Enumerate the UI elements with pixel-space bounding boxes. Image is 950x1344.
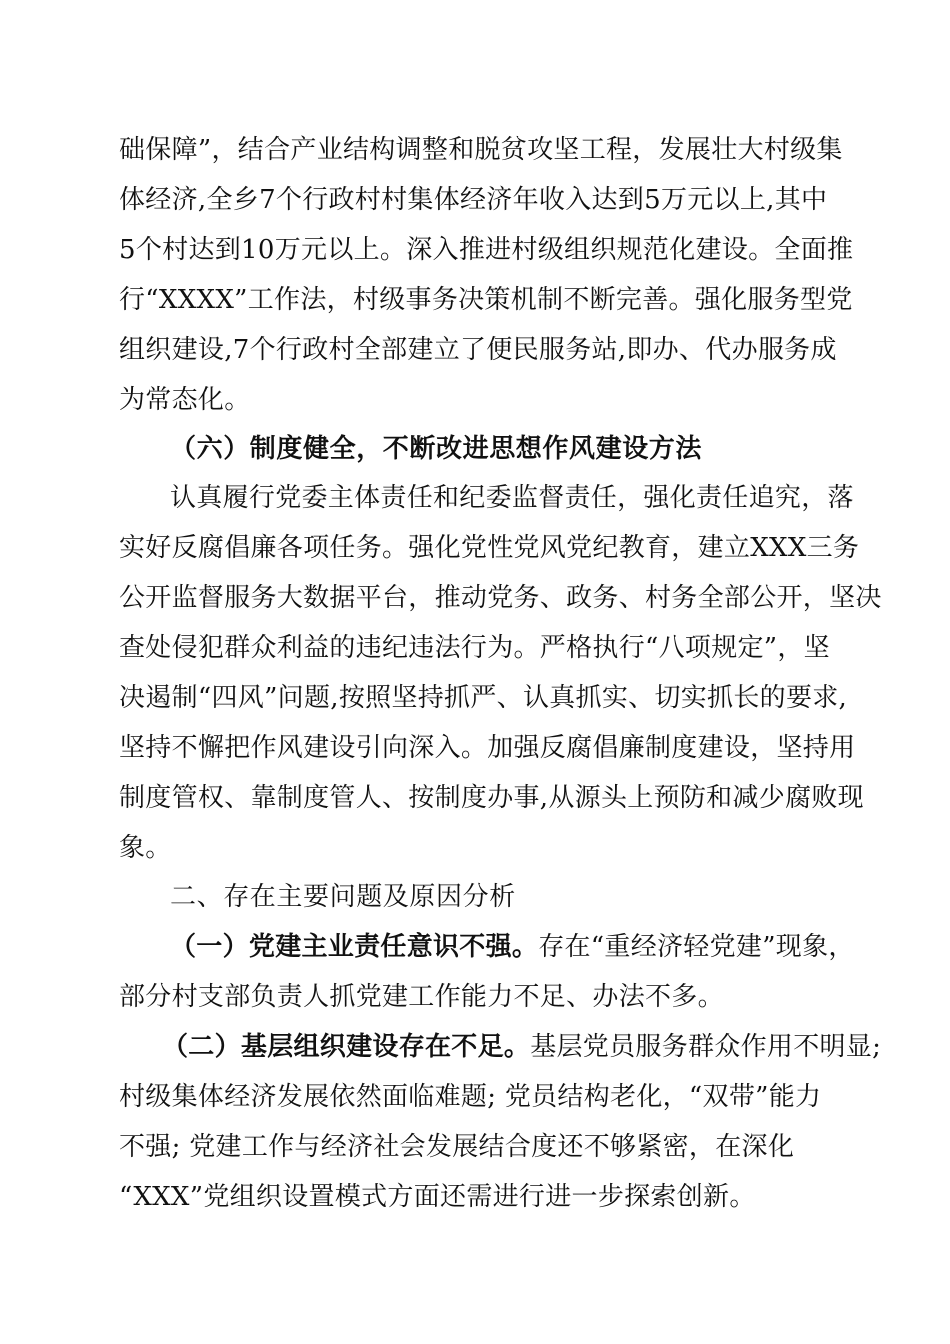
paragraph-line: 坚持不懈把作风建设引向深入。加强反腐倡廉制度建设，坚持用 [119,733,856,763]
paragraph-line: “XXX”党组织设置模式方面还需进行进一步探索创新。 [119,1182,756,1212]
section-heading: 二、存在主要问题及原因分析 [170,882,516,912]
paragraph-line: 象。 [119,833,172,863]
paragraph-line: 部分村支部负责人抓党建工作能力不足、办法不多。 [119,982,724,1012]
paragraph-line: 制度管权、靠制度管人、按制度办事,从源头上预防和减少腐败现 [119,783,864,813]
item-1-label: （一）党建主业责任意识不强。 [170,932,539,962]
paragraph-line: 决遏制“四风”问题,按照坚持抓严、认真抓实、切实抓长的要求, [119,683,848,713]
paragraph-line: 础保障”，结合产业结构调整和脱贫攻坚工程，发展壮大村级集 [119,135,843,165]
paragraph-line: 认真履行党委主体责任和纪委监督责任，强化责任追究，落 [170,483,854,513]
subsection-heading: （六）制度健全，不断改进思想作风建设方法 [170,434,703,464]
paragraph-line: 不强; 党建工作与经济社会发展结合度还不够紧密，在深化 [119,1132,795,1162]
paragraph-line: 公开监督服务大数据平台，推动党务、政务、村务全部公开，坚决 [119,583,882,613]
paragraph-line: 行“XXXX”工作法，村级事务决策机制不断完善。强化服务型党 [119,285,853,315]
item-2-line [162,1032,881,1062]
paragraph-line: 5个村达到10万元以上。深入推进村级组织规范化建设。全面推 [119,235,854,265]
paragraph-line: 为常态化。 [119,385,251,415]
paragraph-line: 村级集体经济发展依然面临难题; 党员结构老化，“双带”能力 [119,1082,822,1112]
paragraph-line: 实好反腐倡廉各项任务。强化党性党风党纪教育，建立XXX三务 [119,533,860,563]
item-2-label: （二）基层组织建设存在不足。 [162,1032,531,1062]
item-1-text: 存在“重经济轻党建”现象， [538,932,855,962]
paragraph-line: 组织建设,7个行政村全部建立了便民服务站,即办、代办服务成 [119,335,837,365]
item-2-text: 基层党员服务群众作用不明显; [530,1032,882,1062]
paragraph-line: 查处侵犯群众利益的违纪违法行为。严格执行“八项规定”，坚 [119,633,830,663]
paragraph-line: 体经济,全乡7个行政村村集体经济年收入达到5万元以上,其中 [119,185,828,215]
item-1-line [170,932,855,962]
